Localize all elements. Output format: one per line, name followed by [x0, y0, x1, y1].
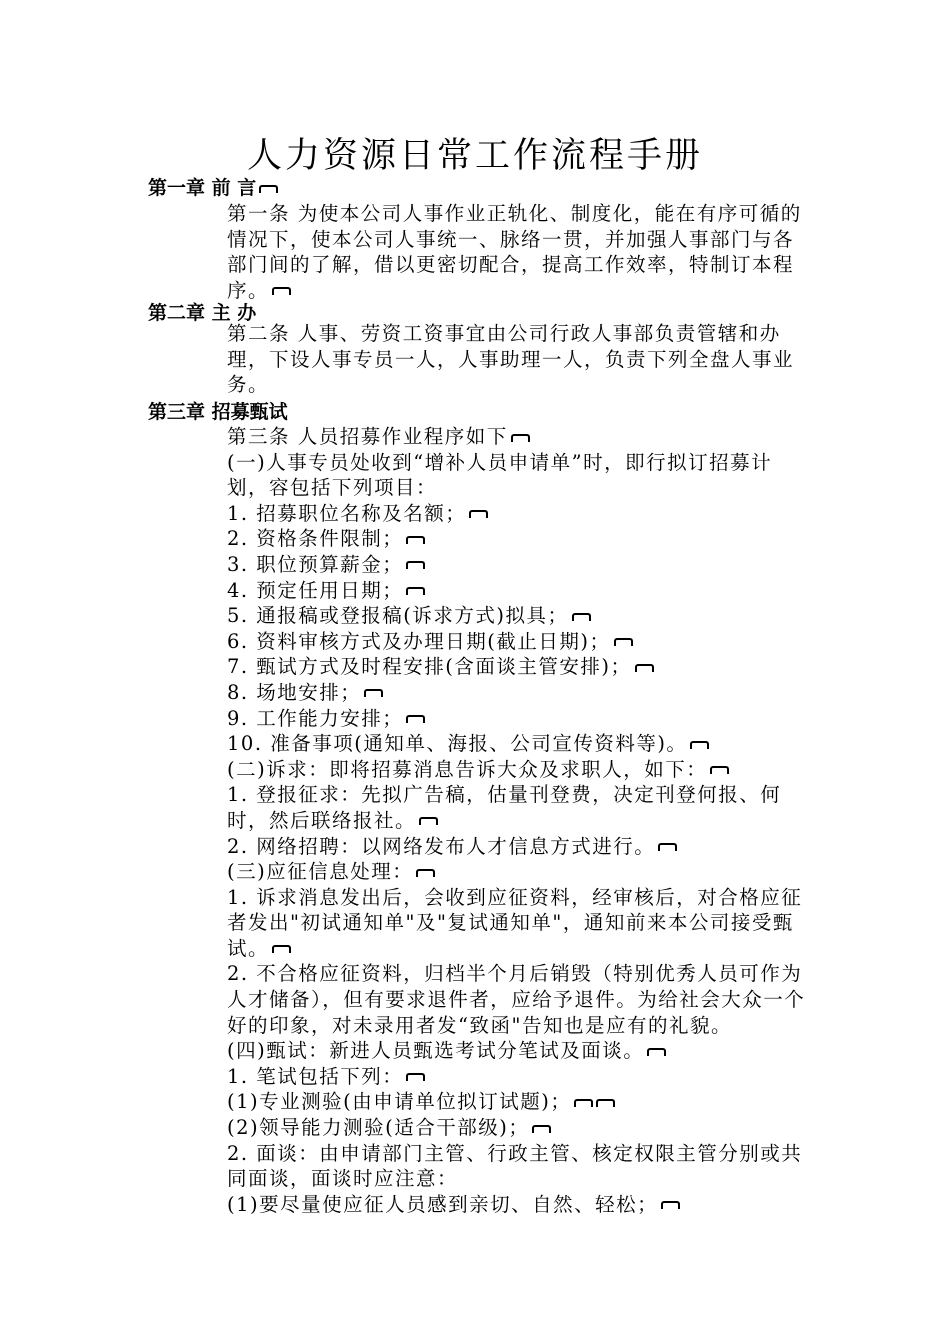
paragraph-mark-icon [272, 945, 291, 953]
section-4-text: (四)甄试：新进人员甄选考试分笔试及面谈。 [227, 1039, 645, 1063]
chapter-1-body [227, 201, 807, 303]
list-item: 8. 场地安排； [227, 680, 362, 704]
paragraph-mark-icon [469, 510, 488, 518]
list-item: 9. 工作能力安排； [227, 706, 404, 730]
paragraph-mark-icon [406, 561, 425, 569]
paragraph-mark-icon [259, 185, 278, 193]
document-title: 人力资源日常工作流程手册 [246, 136, 703, 176]
list-item: 6. 资料审核方式及办理日期(截止日期)； [227, 629, 611, 653]
list-item: 3. 职位预算薪金； [227, 552, 404, 576]
list-item: 1. 招募职位名称及名额； [227, 501, 467, 525]
section-3-text: (三)应征信息处理： [227, 860, 414, 884]
paragraph-mark-icon [272, 287, 291, 295]
chapter-3-heading [148, 400, 288, 424]
list-item: 2. 面谈：由申请部门主管、行政主管、核定权限主管分别或共同面谈，面谈时应注意： [227, 1141, 803, 1191]
paragraph-mark-icon [647, 1048, 666, 1056]
list-item: 10. 准备事项(通知单、海报、公司宣传资料等)。 [227, 732, 688, 756]
section-2-text: (二)诉求：即将招募消息告诉大众及求职人，如下： [227, 757, 708, 781]
paragraph-mark-icon [614, 638, 633, 646]
paragraph-mark-icon [596, 1099, 615, 1107]
paragraph-mark-icon [511, 434, 530, 442]
list-item: 7. 甄试方式及时程安排(含面谈主管安排)； [227, 655, 632, 679]
list-item: 2. 网络招聘：以网络发布人才信息方式进行。 [227, 834, 656, 858]
paragraph-mark-icon [532, 1125, 551, 1133]
list-item: (1)专业测验(由申请单位拟订试题)； [227, 1090, 572, 1114]
list-item: (2)领导能力测验(适合干部级)； [227, 1116, 530, 1140]
article-1-text: 第一条 为使本公司人事作业正轨化、制度化，能在有序可循的情况下，使本公司人事统一、脉络一贯，并加强人事部门与各部门间的了解，借以更密切配合，提高工作效率，特制订本程序。 [227, 202, 802, 302]
chapter-3-heading-text: 第三章 招募甄试 [148, 401, 288, 423]
paragraph-mark-icon [416, 869, 435, 877]
article-3-text: 第三条 人员招募作业程序如下 [227, 425, 508, 448]
chapter-1-heading-text: 第一章 前 言 [148, 177, 257, 199]
chapter-2-body [227, 321, 807, 398]
list-item: 2. 资格条件限制； [227, 527, 404, 551]
list-item: 1. 诉求消息发出后，会收到应征资料，经审核后，对合格应征者发出"初试通知单"及"复试通知单"，通知前来本公司接受甄试。 [227, 885, 803, 960]
paragraph-mark-icon [419, 817, 438, 825]
chapter-2-heading-text: 第二章 主 办 [148, 302, 257, 324]
paragraph-mark-icon [574, 1099, 593, 1107]
section-1-text: (一)人事专员处收到“增补人员申请单”时，即行拟订招募计划，容包括下列项目： [227, 450, 773, 500]
article-2-text: 第二条 人事、劳资工资事宜由公司行政人事部负责管辖和办理，下设人事专员一人，人事助理一人，负责下列全盘人事业务。 [227, 322, 795, 397]
chapter-3-body [227, 424, 807, 1217]
paragraph-mark-icon [661, 1201, 680, 1209]
paragraph-mark-icon [364, 689, 383, 697]
list-item: 4. 预定任用日期； [227, 578, 404, 602]
paragraph-mark-icon [635, 664, 654, 672]
paragraph-mark-icon [406, 715, 425, 723]
paragraph-mark-icon [406, 536, 425, 544]
list-item: 5. 通报稿或登报稿(诉求方式)拟具； [227, 604, 569, 628]
paragraph-mark-icon [406, 1073, 425, 1081]
list-item: 1. 登报征求：先拟广告稿，估量刊登费，决定刊登何报、何时，然后联络报社。 [227, 783, 782, 832]
paragraph-mark-icon [710, 766, 729, 774]
list-item: 2. 不合格应征资料，归档半个月后销毁（特别优秀人员可作为人才储备），但有要求退件者，应给予退件。为给社会大众一个好的印象，对未录用者发“致函"告知也是应有的礼貌。 [227, 962, 806, 1037]
paragraph-mark-icon [572, 613, 591, 621]
chapter-1-heading [148, 176, 278, 200]
list-item: (1)要尽量使应征人员感到亲切、自然、轻松； [227, 1192, 659, 1216]
paragraph-mark-icon [406, 587, 425, 595]
paragraph-mark-icon [658, 843, 677, 851]
paragraph-mark-icon [690, 741, 709, 749]
list-item: 1. 笔试包括下列： [227, 1064, 404, 1088]
